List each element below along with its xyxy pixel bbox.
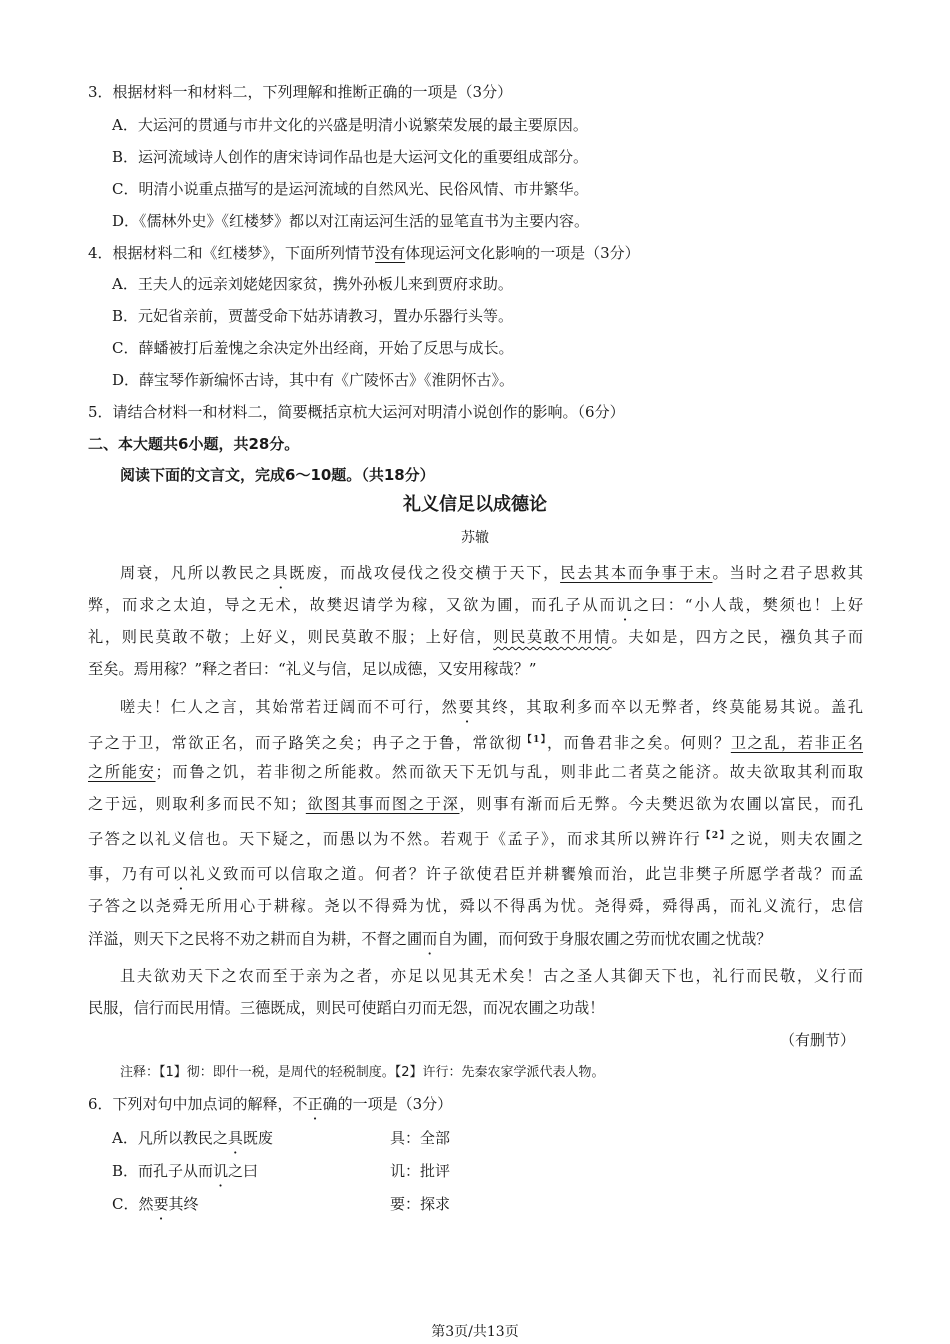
footnote-marker: 【2】 [701, 831, 731, 841]
text-run: C．然 [112, 1195, 154, 1213]
q6-option-b [112, 1161, 258, 1181]
dotted-word: 以 [172, 865, 190, 883]
passage-line [88, 929, 863, 949]
q3-option-d: D．《儒林外史》《红楼梦》都以对江南运河生活的显笔直书为主要内容。 [112, 212, 590, 230]
text-run: 周衰，凡所以教民之 [120, 564, 273, 582]
q4-stem-part: 4．根据材料二和《红楼梦》，下面所列情节 [88, 244, 376, 262]
text-run: 洋溢，则天下之民将不劝之耕而自为耕，不督之圃 [88, 930, 423, 948]
passage-line [120, 697, 863, 717]
q6-option-c-gloss: 要：探求 [390, 1195, 451, 1213]
q4-stem-part: 体现运河文化影响的一项是（3分） [405, 244, 640, 262]
q6-option-c [112, 1194, 199, 1214]
q6-option-a [112, 1128, 273, 1148]
text-run: 自为圃，而何致于身服农圃之劳而忧农圃之忧哉？ [437, 930, 772, 948]
q6-option-a-gloss: 具：全部 [390, 1129, 451, 1147]
passage-line [88, 864, 863, 884]
text-run: ；而鲁之饥，若非彻之所能救。然而欲天下无饥与乱，则非此二者莫之能济。故夫欲取其利而取 [155, 763, 864, 781]
text-run: 其终，其取利多而卒以无弊者，终莫能易其说。盖孔 [475, 698, 864, 716]
text-run: A．凡所以教民之 [112, 1129, 228, 1147]
text-run: 之曰：“小人哉，樊须也！上好 [633, 596, 864, 614]
text-run: ，而鲁君非之矣。何则？ [546, 734, 731, 752]
wavy-underlined-sentence: 则民莫敢不用情 [493, 628, 612, 646]
passage-title: 礼义信足以成德论 [403, 494, 547, 515]
passage-source: （有删节） [779, 1031, 855, 1049]
passage-line: 民服，信行而民用情。三德既成，则民可使蹈白刃而无怨，而况农圃之功哉！ [88, 999, 605, 1017]
q6-option-b-gloss: 讥：批评 [390, 1162, 451, 1180]
passage-line: 且夫欲劝天下之农而至于亲为之者，亦足以见其无术矣！古之圣人其御天下也，礼行而民敬，义行而 [120, 967, 863, 985]
underlined-sentence: 卫之乱，若非正名 [730, 734, 864, 752]
text-run: B．而孔子从而 [112, 1162, 214, 1180]
text-run: 礼，则民莫敢不敬；上好义，则民莫敢不服；上好信， [88, 628, 494, 646]
dotted-word: 具 [272, 564, 290, 582]
q6-stem [88, 1094, 452, 1114]
passage-line: 至矣。焉用稼？”释之者曰：“礼义与信，足以成德，又安用稼哉？” [88, 660, 537, 678]
dotted-word: 要 [458, 698, 476, 716]
text-run: 弊，而求之太迫，导之无术，故樊迟请学为稼，又欲为圃，而孔子从而 [88, 596, 617, 614]
passage-author: 苏辙 [461, 530, 489, 546]
underlined-sentence: 欲图其事而图之于深 [305, 795, 460, 813]
q3-option-a: A．大运河的贯通与市井文化的兴盛是明清小说繁荣发展的最主要原因。 [112, 116, 588, 134]
section-instruction: 阅读下面的文言文，完成6～10题。（共18分） [120, 466, 435, 484]
text-run: 既废，而战攻侵伐之役交横于天下， [289, 564, 561, 582]
text-run: 嗟夫！仁人之言，其始常若迂阔而不可行，然 [120, 698, 459, 716]
passage-line [120, 563, 863, 583]
underlined-sentence: 民去其本而争事于末 [560, 564, 713, 582]
page-number: 第3页/共13页 [431, 1324, 519, 1340]
passage-line [88, 730, 863, 753]
q3-option-c: C．明清小说重点描写的是运河流域的自然风光、民俗风情、市井繁华。 [112, 180, 589, 198]
text-run: 之于远，则取利多而民不知； [88, 795, 306, 813]
q4-stem [88, 243, 640, 263]
footnote-marker: 【1】 [522, 735, 547, 745]
q4-option-d: D．薛宝琴作新编怀古诗，其中有《广陵怀古》《淮阴怀古》。 [112, 371, 515, 389]
text-run: ，则事有渐而后无弊。今夫樊迟欲为农圃以富民，而孔 [459, 795, 864, 813]
text-run: 子答之以礼义信也。天下疑之，而愚以为不然。若观于《孟子》，而求其所以辨许行 [88, 830, 702, 848]
q6-stem-part: 6．下列对句中加点词的解释， [88, 1095, 293, 1113]
text-run: 之曰 [228, 1162, 259, 1180]
dotted-word: 具 [227, 1129, 243, 1147]
dotted-word: 要 [153, 1195, 169, 1213]
dotted-word: 而 [422, 930, 438, 948]
passage-notes: 注释：【1】彻：即什一税，是周代的轻税制度。【2】许行：先秦农家学派代表人物。 [120, 1065, 605, 1080]
text-run: 之说，则夫农圃之 [730, 830, 863, 848]
q3-stem: 3．根据材料一和材料二，下列理解和推断正确的一项是（3分） [88, 83, 513, 101]
passage-line [88, 826, 863, 849]
passage-line [88, 595, 863, 615]
q4-option-c: C．薛蟠被打后羞愧之余决定外出经商，开始了反思与成长。 [112, 339, 514, 357]
text-run: 。夫如是，四方之民，襁负其子而 [611, 628, 864, 646]
q3-option-b: B．运河流域诗人创作的唐宋诗词作品也是大运河文化的重要组成部分。 [112, 148, 589, 166]
text-run: 事，乃有可 [88, 865, 173, 883]
text-run: 礼义致而可以信取之道。何者？许子欲使君臣并耕饔飧而治，此岂非樊子所愿学者哉？而孟 [189, 865, 864, 883]
dotted-word: 讥 [213, 1162, 229, 1180]
q5-stem: 5．请结合材料一和材料二，简要概括京杭大运河对明清小说创作的影响。（6分） [88, 403, 625, 421]
passage-line [88, 627, 863, 647]
dotted-word: 讥 [616, 596, 634, 614]
text-run: 既废 [242, 1129, 273, 1147]
q4-stem-emphasis: 没有 [375, 244, 406, 262]
q6-stem-emphasis: 不正确 [292, 1095, 338, 1113]
text-run: 其终 [168, 1195, 199, 1213]
passage-line [88, 794, 863, 814]
section-heading: 二、本大题共6小题，共28分。 [88, 435, 300, 453]
text-run: 子之于卫，常欲正名，而子路笑之矣；冉子之于鲁，常欲彻 [88, 734, 523, 752]
text-run: 。当时之君子思救其 [712, 564, 864, 582]
q4-option-b: B．元妃省亲前，贾蔷受命下姑苏请教习，置办乐器行头等。 [112, 307, 514, 325]
q4-option-a: A．王夫人的远亲刘姥姥因家贫，携外孙板儿来到贾府求助。 [112, 275, 513, 293]
q6-stem-part: 的一项是（3分） [337, 1095, 453, 1113]
passage-line: 子答之以尧舜无所用心于耕稼。尧以不得舜为忧，舜以不得禹为忧。尧得舜，舜得禹，而礼义流行，忠信 [88, 897, 863, 915]
underlined-sentence: 之所能安 [88, 763, 156, 781]
passage-line [88, 762, 863, 782]
